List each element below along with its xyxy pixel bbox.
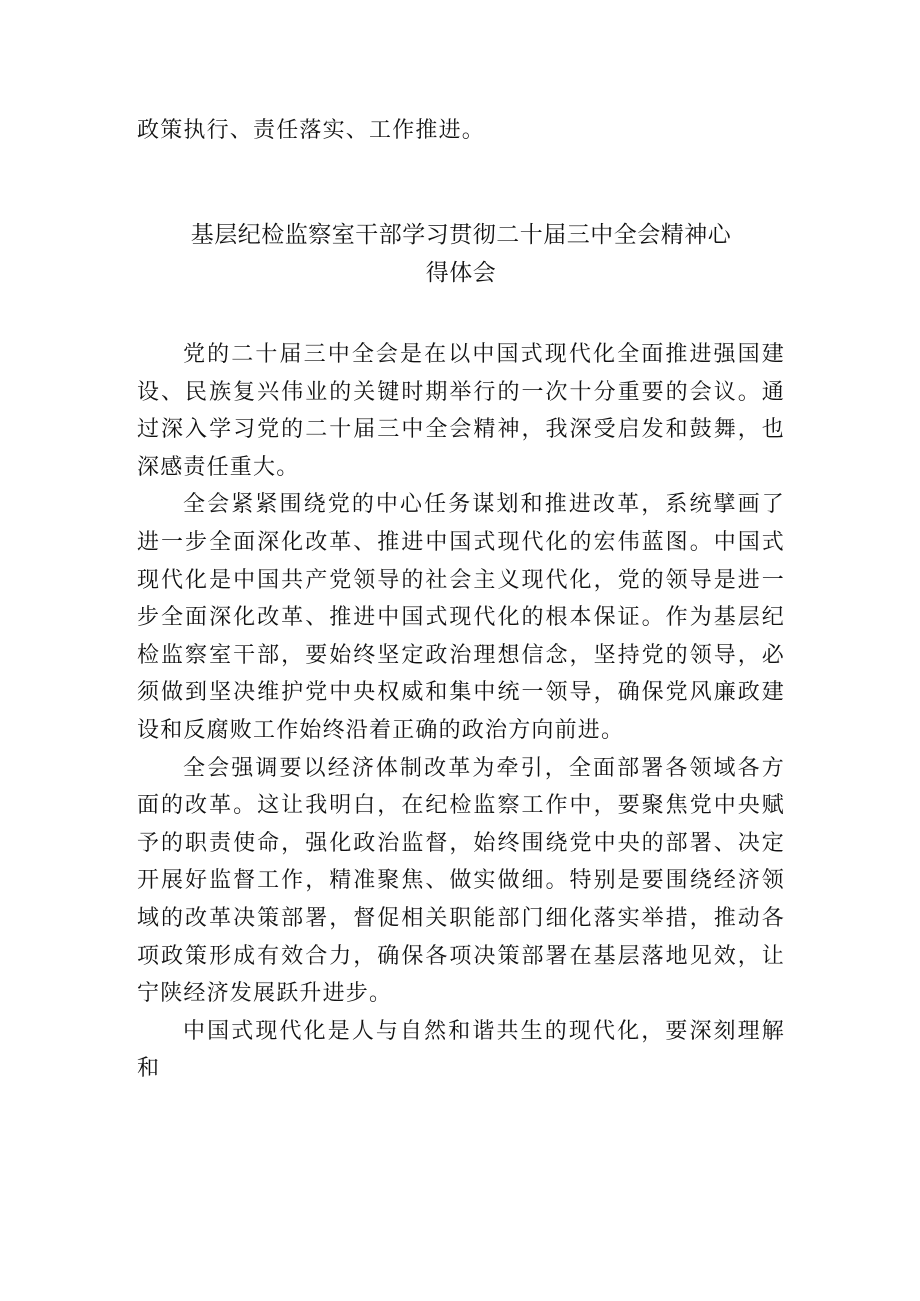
paragraph-1: 党的二十届三中全会是在以中国式现代化全面推进强国建设、民族复兴伟业的关键时期举行的一次十分重要的会议。通过深入学习党的二十届三中全会精神，我深受启发和鼓舞，也深感责任重大。 [137,342,785,480]
paragraph-3: 全会强调要以经济体制改革为牵引，全面部署各领域各方面的改革。这让我明白，在纪检监察工作中，要聚焦党中央赋予的职责使命，强化政治监督，始终围绕党中央的部署、决定开展好监督工作，精准聚焦、做实做细。特别是要围绕经济领域的改革决策部署，督促相关职能部门细化落实举措，推动各项政策形成有效合力，确保各项决策部署在基层落地见效，让宁陕经济发展跃升进步。 [137,755,785,1007]
title-line-1: 基层纪检监察室干部学习贯彻二十届三中全会精神心 [190,222,732,248]
document-body [137,336,785,1088]
paragraph-4: 中国式现代化是人与自然和谐共生的现代化，要深刻理解和 [137,1018,785,1082]
document-title [137,216,785,292]
paragraph-2: 全会紧紧围绕党的中心任务谋划和推进改革，系统擘画了进一步全面深化改革、推进中国式现代化的宏伟蓝图。中国式现代化是中国共产党领导的社会主义现代化，党的领导是进一步全面深化改革、推进中国式现代化的根本保证。作为基层纪检监察室干部，要始终坚定政治理想信念，坚持党的领导，必须做到坚决维护党中央权威和集中统一领导，确保党风廉政建设和反腐败工作始终沿着正确的政治方向前进。 [137,492,785,743]
title-line-2: 得体会 [425,260,497,286]
lead-fragment: 政策执行、责任落实、工作推进。 [137,118,486,143]
